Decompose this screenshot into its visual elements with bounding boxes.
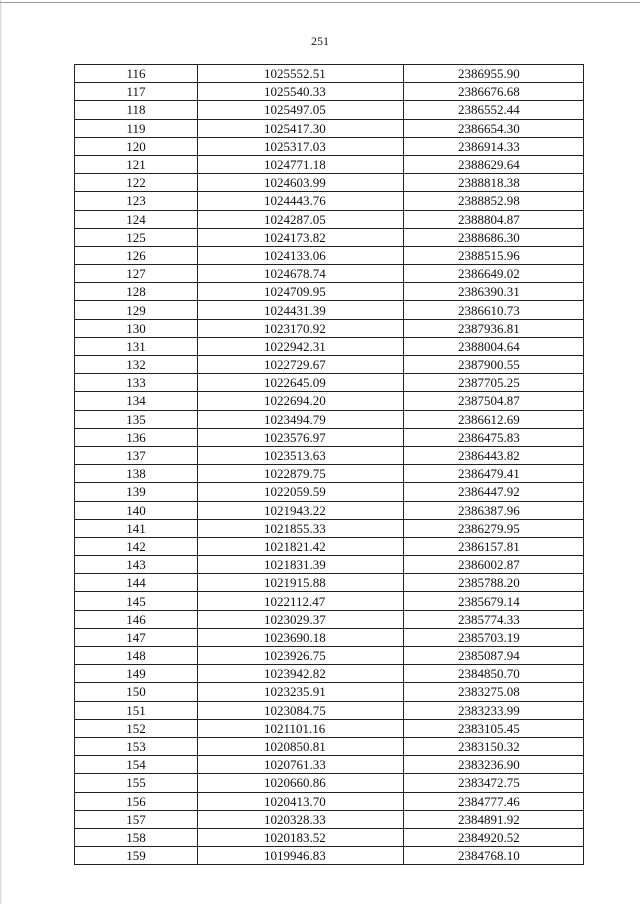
table-row — [75, 737, 584, 755]
table-row — [75, 647, 584, 665]
table-row — [75, 446, 584, 464]
x-coordinate-cell: 1021943.22 — [198, 501, 404, 519]
y-coordinate-cell: 2386610.73 — [404, 301, 584, 319]
table-row — [75, 519, 584, 537]
y-coordinate-cell: 2385788.20 — [404, 574, 584, 592]
y-coordinate-cell: 2388686.30 — [404, 228, 584, 246]
y-coordinate-cell: 2386390.31 — [404, 283, 584, 301]
y-coordinate-cell: 2384920.52 — [404, 828, 584, 846]
y-coordinate-cell: 2386479.41 — [404, 465, 584, 483]
table-row — [75, 410, 584, 428]
y-coordinate-cell: 2384768.10 — [404, 847, 584, 865]
y-coordinate-cell: 2386612.69 — [404, 410, 584, 428]
table-row — [75, 556, 584, 574]
table-row — [75, 847, 584, 865]
page-number: 251 — [311, 34, 329, 48]
point-number-cell: 129 — [75, 301, 198, 319]
x-coordinate-cell: 1020328.33 — [198, 810, 404, 828]
x-coordinate-cell: 1025417.30 — [198, 119, 404, 137]
point-number-cell: 130 — [75, 319, 198, 337]
table-row — [75, 774, 584, 792]
scan-edge — [0, 0, 2, 904]
y-coordinate-cell: 2388804.87 — [404, 210, 584, 228]
y-coordinate-cell: 2386475.83 — [404, 428, 584, 446]
x-coordinate-cell: 1024603.99 — [198, 174, 404, 192]
y-coordinate-cell: 2386676.68 — [404, 83, 584, 101]
table-row — [75, 628, 584, 646]
x-coordinate-cell: 1020761.33 — [198, 756, 404, 774]
x-coordinate-cell: 1022942.31 — [198, 337, 404, 355]
table-row — [75, 374, 584, 392]
point-number-cell: 138 — [75, 465, 198, 483]
x-coordinate-cell: 1023029.37 — [198, 610, 404, 628]
y-coordinate-cell: 2384777.46 — [404, 792, 584, 810]
table-row — [75, 101, 584, 119]
point-number-cell: 131 — [75, 337, 198, 355]
y-coordinate-cell: 2383105.45 — [404, 719, 584, 737]
point-number-cell: 132 — [75, 356, 198, 374]
point-number-cell: 123 — [75, 192, 198, 210]
y-coordinate-cell: 2385703.19 — [404, 628, 584, 646]
x-coordinate-cell: 1022112.47 — [198, 592, 404, 610]
table-row — [75, 65, 584, 83]
y-coordinate-cell: 2386649.02 — [404, 265, 584, 283]
x-coordinate-cell: 1024771.18 — [198, 155, 404, 173]
x-coordinate-cell: 1023926.75 — [198, 647, 404, 665]
table-row — [75, 228, 584, 246]
x-coordinate-cell: 1020660.86 — [198, 774, 404, 792]
y-coordinate-cell: 2383236.90 — [404, 756, 584, 774]
x-coordinate-cell: 1021101.16 — [198, 719, 404, 737]
x-coordinate-cell: 1023235.91 — [198, 683, 404, 701]
table-row — [75, 592, 584, 610]
y-coordinate-cell: 2386002.87 — [404, 556, 584, 574]
table-row — [75, 392, 584, 410]
x-coordinate-cell: 1023690.18 — [198, 628, 404, 646]
point-number-cell: 118 — [75, 101, 198, 119]
point-number-cell: 117 — [75, 83, 198, 101]
x-coordinate-cell: 1024678.74 — [198, 265, 404, 283]
point-number-cell: 141 — [75, 519, 198, 537]
x-coordinate-cell: 1020850.81 — [198, 737, 404, 755]
y-coordinate-cell: 2386443.82 — [404, 446, 584, 464]
x-coordinate-cell: 1023942.82 — [198, 665, 404, 683]
point-number-cell: 159 — [75, 847, 198, 865]
table-row — [75, 810, 584, 828]
point-number-cell: 136 — [75, 428, 198, 446]
point-number-cell: 153 — [75, 737, 198, 755]
table-row — [75, 792, 584, 810]
x-coordinate-cell: 1023084.75 — [198, 701, 404, 719]
point-number-cell: 120 — [75, 137, 198, 155]
point-number-cell: 146 — [75, 610, 198, 628]
x-coordinate-cell: 1022645.09 — [198, 374, 404, 392]
y-coordinate-cell: 2386447.92 — [404, 483, 584, 501]
point-number-cell: 149 — [75, 665, 198, 683]
x-coordinate-cell: 1022694.20 — [198, 392, 404, 410]
table-row — [75, 465, 584, 483]
y-coordinate-cell: 2383275.08 — [404, 683, 584, 701]
y-coordinate-cell: 2386654.30 — [404, 119, 584, 137]
x-coordinate-cell: 1023494.79 — [198, 410, 404, 428]
y-coordinate-cell: 2388004.64 — [404, 337, 584, 355]
point-number-cell: 137 — [75, 446, 198, 464]
x-coordinate-cell: 1022879.75 — [198, 465, 404, 483]
table-row — [75, 719, 584, 737]
table-row — [75, 701, 584, 719]
y-coordinate-cell: 2383472.75 — [404, 774, 584, 792]
point-number-cell: 148 — [75, 647, 198, 665]
table-row — [75, 301, 584, 319]
table-row — [75, 665, 584, 683]
point-number-cell: 128 — [75, 283, 198, 301]
x-coordinate-cell: 1020183.52 — [198, 828, 404, 846]
x-coordinate-cell: 1022059.59 — [198, 483, 404, 501]
y-coordinate-cell: 2383233.99 — [404, 701, 584, 719]
point-number-cell: 139 — [75, 483, 198, 501]
table-row — [75, 83, 584, 101]
table-row — [75, 246, 584, 264]
y-coordinate-cell: 2388629.64 — [404, 155, 584, 173]
y-coordinate-cell: 2386914.33 — [404, 137, 584, 155]
y-coordinate-cell: 2384891.92 — [404, 810, 584, 828]
table-row — [75, 483, 584, 501]
y-coordinate-cell: 2386157.81 — [404, 537, 584, 555]
x-coordinate-cell: 1021855.33 — [198, 519, 404, 537]
y-coordinate-cell: 2384850.70 — [404, 665, 584, 683]
point-number-cell: 119 — [75, 119, 198, 137]
point-number-cell: 124 — [75, 210, 198, 228]
x-coordinate-cell: 1021821.42 — [198, 537, 404, 555]
x-coordinate-cell: 1023513.63 — [198, 446, 404, 464]
point-number-cell: 154 — [75, 756, 198, 774]
point-number-cell: 142 — [75, 537, 198, 555]
point-number-cell: 157 — [75, 810, 198, 828]
table-row — [75, 428, 584, 446]
y-coordinate-cell: 2387936.81 — [404, 319, 584, 337]
x-coordinate-cell: 1025540.33 — [198, 83, 404, 101]
point-number-cell: 143 — [75, 556, 198, 574]
coordinate-table — [74, 64, 584, 865]
point-number-cell: 135 — [75, 410, 198, 428]
x-coordinate-cell: 1024709.95 — [198, 283, 404, 301]
point-number-cell: 140 — [75, 501, 198, 519]
point-number-cell: 121 — [75, 155, 198, 173]
y-coordinate-cell: 2385679.14 — [404, 592, 584, 610]
table-row — [75, 174, 584, 192]
point-number-cell: 147 — [75, 628, 198, 646]
point-number-cell: 134 — [75, 392, 198, 410]
coordinate-table-body — [75, 65, 584, 865]
point-number-cell: 158 — [75, 828, 198, 846]
point-number-cell: 151 — [75, 701, 198, 719]
x-coordinate-cell: 1024287.05 — [198, 210, 404, 228]
table-row — [75, 501, 584, 519]
x-coordinate-cell: 1021915.88 — [198, 574, 404, 592]
table-row — [75, 265, 584, 283]
table-row — [75, 137, 584, 155]
table-row — [75, 537, 584, 555]
y-coordinate-cell: 2386279.95 — [404, 519, 584, 537]
table-row — [75, 828, 584, 846]
x-coordinate-cell: 1025497.05 — [198, 101, 404, 119]
table-row — [75, 337, 584, 355]
y-coordinate-cell: 2383150.32 — [404, 737, 584, 755]
table-row — [75, 610, 584, 628]
point-number-cell: 150 — [75, 683, 198, 701]
table-row — [75, 574, 584, 592]
x-coordinate-cell: 1019946.83 — [198, 847, 404, 865]
x-coordinate-cell: 1023170.92 — [198, 319, 404, 337]
point-number-cell: 156 — [75, 792, 198, 810]
y-coordinate-cell: 2386955.90 — [404, 65, 584, 83]
x-coordinate-cell: 1024133.06 — [198, 246, 404, 264]
table-row — [75, 356, 584, 374]
point-number-cell: 127 — [75, 265, 198, 283]
table-row — [75, 155, 584, 173]
y-coordinate-cell: 2386552.44 — [404, 101, 584, 119]
x-coordinate-cell: 1024173.82 — [198, 228, 404, 246]
point-number-cell: 122 — [75, 174, 198, 192]
point-number-cell: 152 — [75, 719, 198, 737]
point-number-cell: 155 — [75, 774, 198, 792]
y-coordinate-cell: 2387504.87 — [404, 392, 584, 410]
x-coordinate-cell: 1024443.76 — [198, 192, 404, 210]
y-coordinate-cell: 2388818.38 — [404, 174, 584, 192]
x-coordinate-cell: 1021831.39 — [198, 556, 404, 574]
x-coordinate-cell: 1020413.70 — [198, 792, 404, 810]
table-row — [75, 283, 584, 301]
table-row — [75, 192, 584, 210]
table-row — [75, 683, 584, 701]
x-coordinate-cell: 1023576.97 — [198, 428, 404, 446]
point-number-cell: 116 — [75, 65, 198, 83]
table-row — [75, 756, 584, 774]
point-number-cell: 126 — [75, 246, 198, 264]
point-number-cell: 145 — [75, 592, 198, 610]
x-coordinate-cell: 1025317.03 — [198, 137, 404, 155]
y-coordinate-cell: 2387705.25 — [404, 374, 584, 392]
point-number-cell: 133 — [75, 374, 198, 392]
point-number-cell: 144 — [75, 574, 198, 592]
y-coordinate-cell: 2385774.33 — [404, 610, 584, 628]
page-top-edge — [0, 2, 640, 3]
table-row — [75, 319, 584, 337]
y-coordinate-cell: 2388852.98 — [404, 192, 584, 210]
y-coordinate-cell: 2388515.96 — [404, 246, 584, 264]
table-row — [75, 119, 584, 137]
table-row — [75, 210, 584, 228]
x-coordinate-cell: 1022729.67 — [198, 356, 404, 374]
y-coordinate-cell: 2385087.94 — [404, 647, 584, 665]
y-coordinate-cell: 2386387.96 — [404, 501, 584, 519]
point-number-cell: 125 — [75, 228, 198, 246]
x-coordinate-cell: 1024431.39 — [198, 301, 404, 319]
y-coordinate-cell: 2387900.55 — [404, 356, 584, 374]
x-coordinate-cell: 1025552.51 — [198, 65, 404, 83]
